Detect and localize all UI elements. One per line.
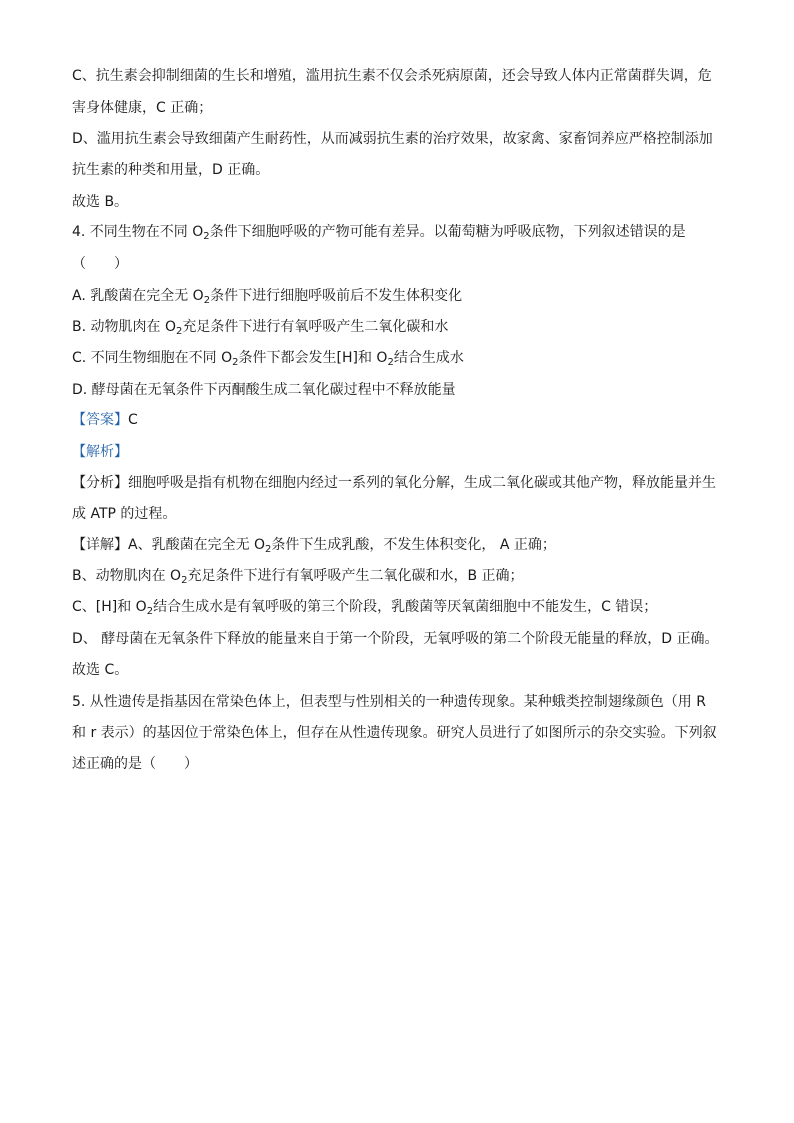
answer-value: C bbox=[128, 412, 138, 428]
prev-explanation-d-line1: D、滥用抗生素会导致细菌产生耐药性，从而减弱抗生素的治疗效果，故家禽、家畜饲养应严格控制添加 bbox=[72, 131, 713, 147]
q5-line2: 和 r 表示）的基因位于常染色体上，但存在从性遗传现象。研究人员进行了如图所示的杂交实验。下列叙 bbox=[72, 725, 717, 741]
q4-option-c bbox=[72, 348, 464, 368]
q4-answer bbox=[72, 410, 138, 430]
xiangjie-c-sub: 2 bbox=[146, 606, 154, 617]
xiangjie-b-sub: 2 bbox=[181, 575, 188, 586]
q4-option-b-text2: 充足条件下进行有氧呼吸产生二氧化碳和水 bbox=[182, 319, 449, 335]
q4-paren: （ ） bbox=[72, 256, 128, 272]
q4-option-c-text1: C. 不同生物细胞在不同 O bbox=[72, 350, 233, 366]
q4-stem-sub: 2 bbox=[203, 231, 210, 242]
prev-conclusion: 故选 B。 bbox=[72, 194, 129, 210]
xiangjie-b-text2: 充足条件下进行有氧呼吸产生二氧化碳和水，B 正确； bbox=[187, 568, 524, 584]
xiangjie-b-text1: B、动物肌肉在 O bbox=[72, 568, 182, 584]
q4-stem bbox=[72, 222, 686, 242]
prev-explanation-d-line2: 抗生素的种类和用量，D 正确。 bbox=[72, 162, 270, 178]
prev-explanation-c-line2: 害身体健康，C 正确； bbox=[72, 100, 213, 116]
analysis-tag: 【解析】 bbox=[72, 444, 128, 460]
xiangjie-a-text1: A、乳酸菌在完全无 O bbox=[128, 537, 266, 553]
q4-conclusion: 故选 C。 bbox=[72, 662, 129, 678]
q4-fenxi-line2: 成 ATP 的过程。 bbox=[72, 506, 177, 522]
xiangjie-c-text2: 结合生成水是有氧呼吸的第三个阶段，乳酸菌等厌氧菌细胞中不能发生，C 错误； bbox=[153, 599, 658, 615]
xiangjie-c-text1: C、[H]和 O bbox=[72, 599, 147, 615]
q4-option-a-text2: 条件下进行细胞呼吸前后不发生体积变化 bbox=[210, 288, 463, 304]
q4-stem-a: 4. 不同生物在不同 O bbox=[72, 224, 204, 240]
q4-xiangjie-a bbox=[72, 535, 556, 555]
q4-xiangjie-c bbox=[72, 597, 657, 617]
q4-xiangjie-b bbox=[72, 566, 524, 586]
q4-option-d: D. 酵母菌在无氧条件下丙酮酸生成二氧化碳过程中不释放能量 bbox=[72, 382, 456, 398]
q4-option-b-text1: B. 动物肌肉在 O bbox=[72, 319, 176, 335]
q4-xiangjie-d: D、 酵母菌在无氧条件下释放的能量来自于第一个阶段，无氧呼吸的第二个阶段无能量的释放，D 正确。 bbox=[72, 631, 719, 647]
fenxi-tag: 【分析】 bbox=[72, 475, 128, 491]
q5-line3: 述正确的是（ ） bbox=[72, 756, 198, 772]
q4-option-c-sub2: 2 bbox=[387, 357, 394, 368]
q4-analysis-tag bbox=[72, 442, 128, 462]
answer-tag: 【答案】 bbox=[72, 412, 128, 428]
q4-option-b bbox=[72, 317, 448, 337]
q4-option-c-text3: 结合生成水 bbox=[393, 350, 464, 366]
q4-option-a-sub: 2 bbox=[203, 295, 211, 306]
xiangjie-a-text2: 条件下生成乳酸，不发生体积变化， A 正确； bbox=[271, 537, 556, 553]
q4-option-c-text2: 条件下都会发生[H]和 O bbox=[238, 350, 388, 366]
prev-explanation-c-line1: C、抗生素会抑制细菌的生长和增殖，滥用抗生素不仅会杀死病原菌，还会导致人体内正常菌群失调，危 bbox=[72, 68, 712, 84]
fenxi-text1: 细胞呼吸是指有机物在细胞内经过一系列的氧化分解，生成二氧化碳或其他产物，释放能量并生 bbox=[128, 475, 716, 491]
xiangjie-a-sub: 2 bbox=[265, 544, 272, 555]
q4-option-b-sub: 2 bbox=[175, 326, 183, 337]
q4-stem-b: 条件下细胞呼吸的产物可能有差异。以葡萄糖为呼吸底物，下列叙述错误的是 bbox=[209, 224, 686, 240]
xiangjie-tag: 【详解】 bbox=[72, 537, 128, 553]
q4-fenxi-line1 bbox=[72, 473, 716, 493]
q4-option-c-sub1: 2 bbox=[232, 357, 239, 368]
q4-option-a-text1: A. 乳酸菌在完全无 O bbox=[72, 288, 204, 304]
q4-option-a bbox=[72, 286, 462, 306]
q5-line1: 5. 从性遗传是指基因在常染色体上，但表型与性别相关的一种遗传现象。某种蛾类控制翅缘颜色（用 R bbox=[72, 694, 706, 710]
